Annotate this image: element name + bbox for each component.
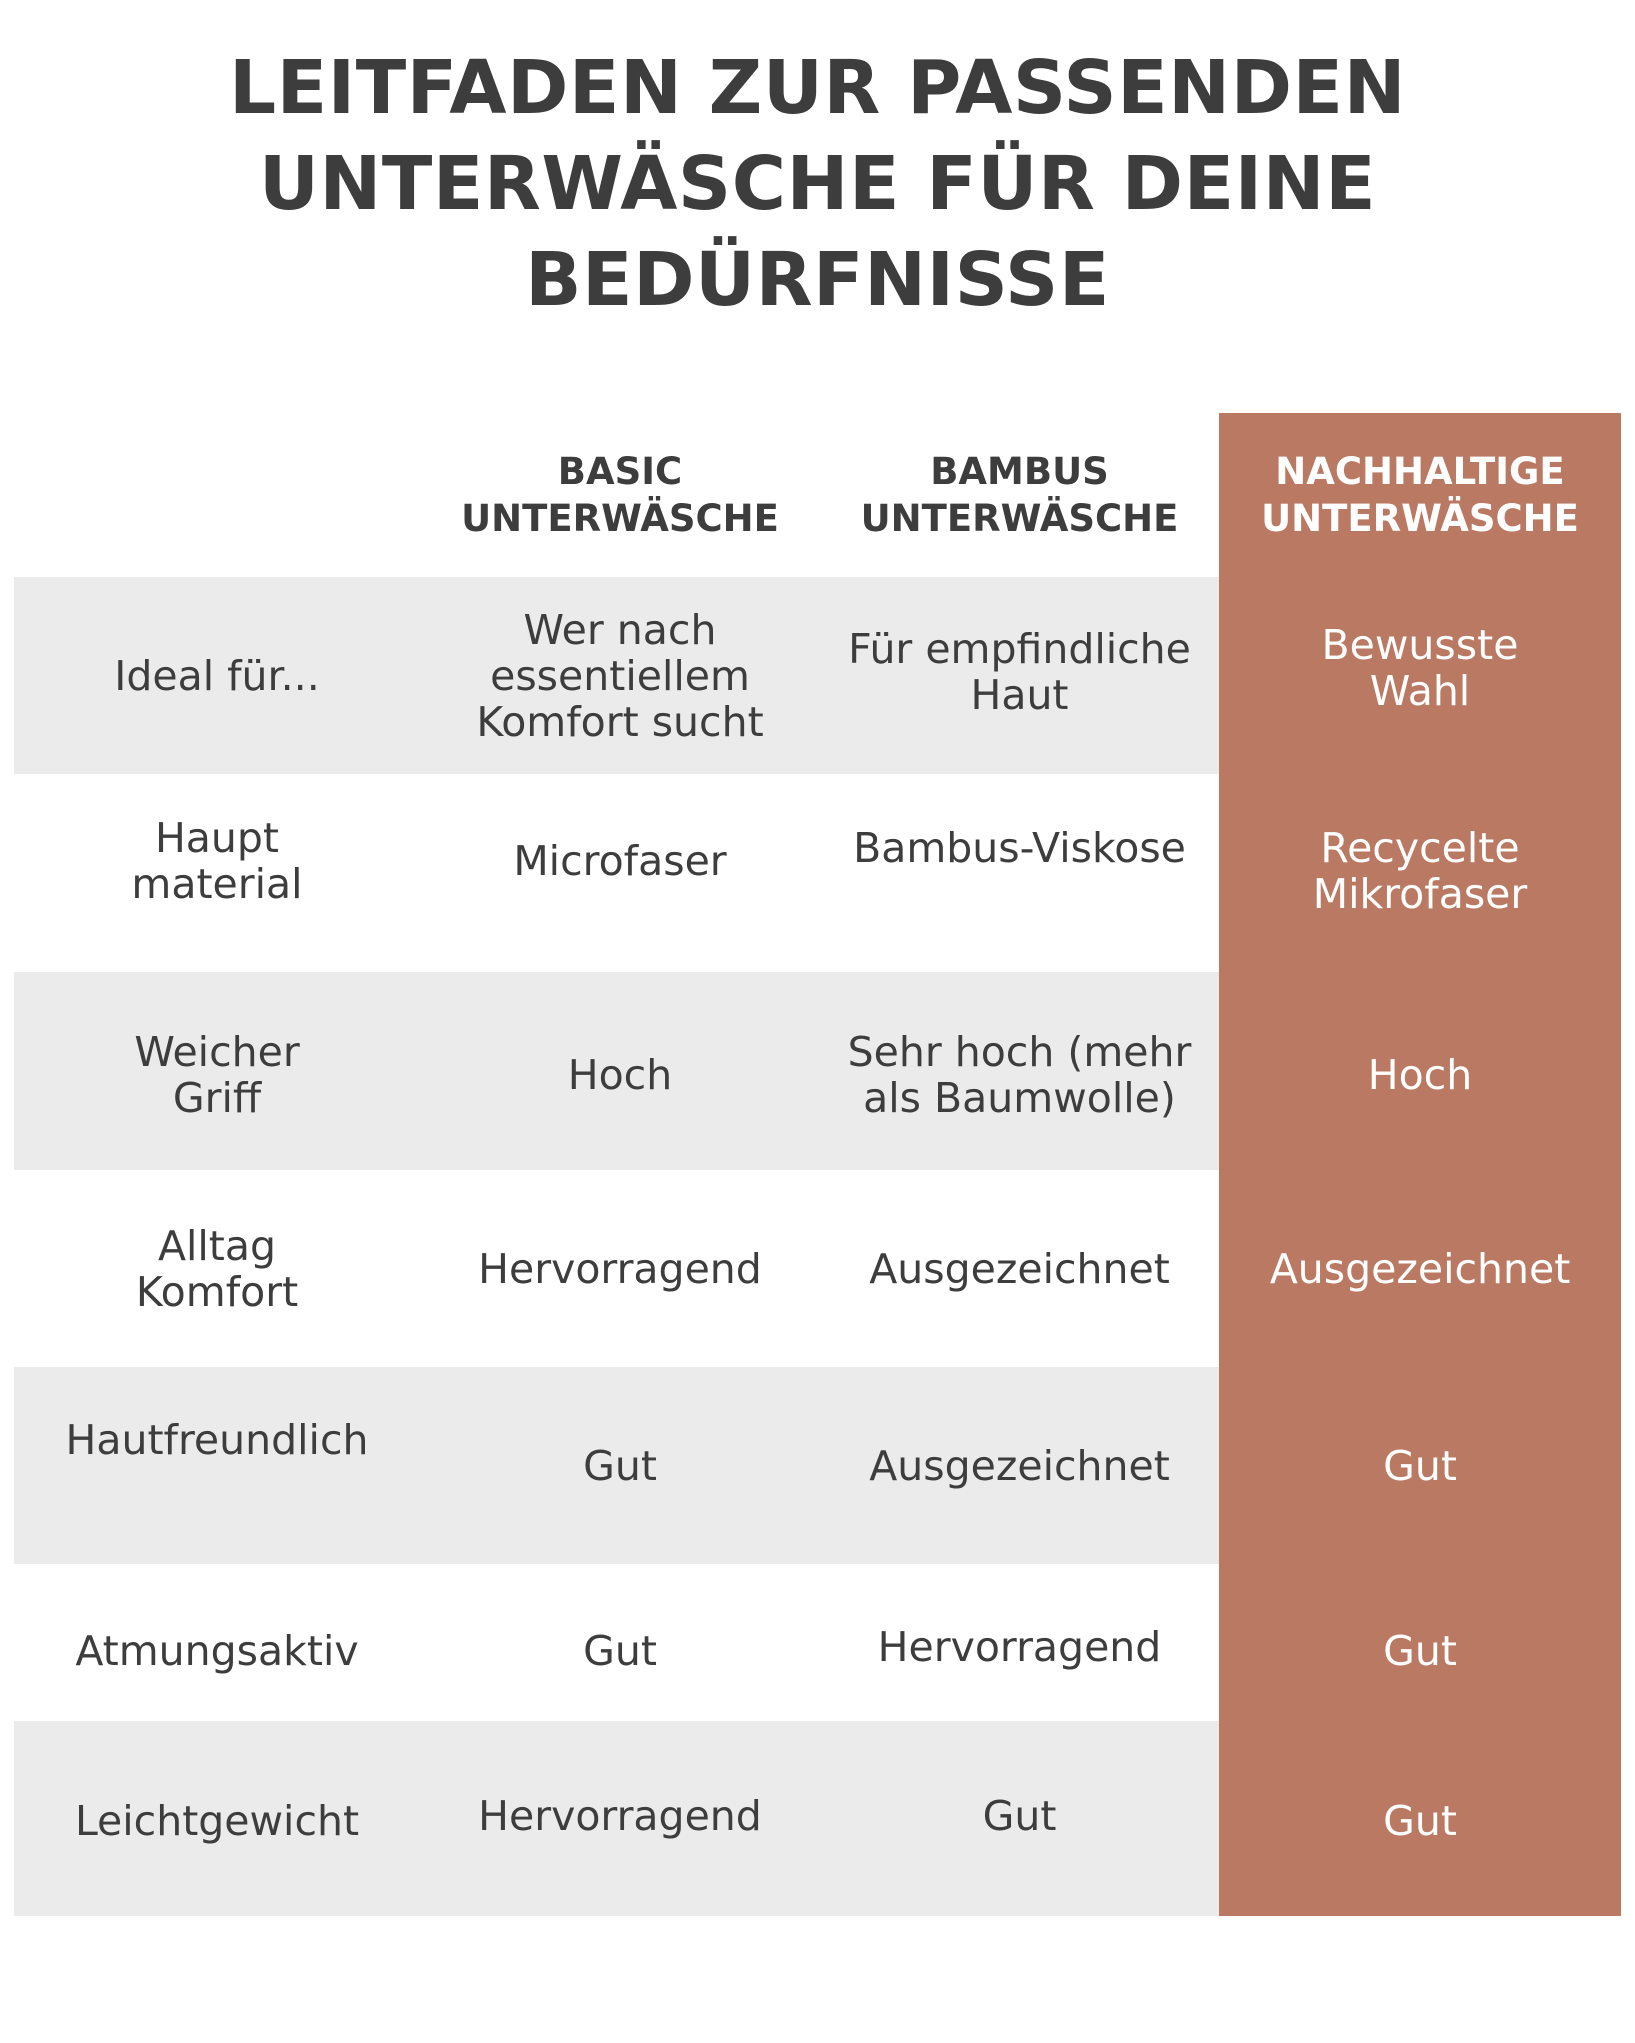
row-label-hautfreundlich — [14, 1367, 420, 1512]
cell-text: Hervorragend — [478, 1792, 762, 1840]
cell-bambus — [820, 774, 1219, 922]
cell-bambus — [820, 577, 1219, 767]
cell-text: Gut — [1383, 1627, 1457, 1675]
column-header-nachhaltig — [1219, 440, 1621, 550]
cell-nachhaltig — [1219, 577, 1621, 759]
cell-basic — [420, 1170, 820, 1367]
cell-text: Haupt material — [131, 814, 303, 908]
cell-text: Ausgezeichnet — [869, 1244, 1170, 1293]
cell-text: Leichtgewicht — [74, 1797, 360, 1845]
cell-text: Gut — [982, 1792, 1057, 1840]
column-header-label: BASIC UNTERWÄSCHE — [461, 450, 779, 540]
row-label-leichtgewicht — [14, 1721, 420, 1921]
cell-text: Bewusste Wahl — [1321, 621, 1519, 715]
cell-text: Hervorragend — [478, 1244, 762, 1293]
cell-nachhaltig — [1219, 1721, 1621, 1921]
cell-text: Gut — [583, 1627, 657, 1675]
cell-text: Bambus-Viskose — [853, 824, 1186, 872]
column-header-label: NACHHALTIGE UNTERWÄSCHE — [1261, 450, 1579, 540]
column-header-bambus — [820, 440, 1219, 550]
title-line: LEITFADEN ZUR PASSENDEN — [228, 45, 1407, 131]
cell-nachhaltig — [1219, 1367, 1621, 1564]
cell-text: Für empfindliche Haut — [848, 625, 1191, 719]
cell-bambus — [820, 1170, 1219, 1367]
cell-text: Wer nach essentiellem Komfort sucht — [476, 605, 764, 746]
cell-text: Sehr hoch (mehr als Baumwolle) — [847, 1027, 1192, 1122]
cell-text: Hoch — [567, 1050, 673, 1099]
title-line: BEDÜRFNISSE — [525, 237, 1110, 323]
cell-bambus — [820, 972, 1219, 1177]
cell-nachhaltig — [1219, 1170, 1621, 1367]
cell-text: Gut — [1383, 1441, 1457, 1490]
column-header-label: BAMBUS UNTERWÄSCHE — [860, 450, 1179, 540]
cell-text: Recycelte Mikrofaser — [1312, 824, 1528, 918]
cell-basic — [420, 1367, 820, 1564]
cell-text: Hoch — [1367, 1050, 1473, 1099]
page-title — [0, 40, 1635, 328]
cell-text: Ideal für... — [114, 651, 320, 700]
cell-basic — [420, 1564, 820, 1738]
cell-bambus — [820, 1564, 1219, 1730]
column-header-basic — [420, 440, 820, 550]
cell-text: Weicher Griff — [134, 1027, 300, 1122]
title-line: UNTERWÄSCHE FÜR DEINE — [258, 141, 1377, 227]
cell-text: Gut — [1383, 1797, 1457, 1845]
cell-basic — [420, 577, 820, 774]
row-label-ideal — [14, 577, 420, 774]
cell-text: Gut — [583, 1441, 657, 1490]
row-label-material — [14, 774, 420, 948]
cell-basic — [420, 1721, 820, 1911]
cell-text: Atmungsaktiv — [75, 1627, 359, 1675]
row-label-weicher-griff — [14, 972, 420, 1177]
cell-nachhaltig — [1219, 774, 1621, 968]
cell-text: Ausgezeichnet — [869, 1441, 1170, 1490]
cell-text: Hervorragend — [877, 1623, 1162, 1671]
cell-basic — [420, 972, 820, 1177]
cell-nachhaltig — [1219, 1564, 1621, 1738]
row-label-alltag-komfort — [14, 1170, 420, 1367]
cell-nachhaltig — [1219, 972, 1621, 1177]
cell-bambus — [820, 1721, 1219, 1911]
cell-basic — [420, 774, 820, 948]
cell-text: Alltag Komfort — [135, 1221, 299, 1316]
cell-text: Ausgezeichnet — [1269, 1244, 1571, 1293]
row-label-atmungsaktiv — [14, 1564, 420, 1738]
cell-bambus — [820, 1367, 1219, 1564]
cell-text: Microfaser — [513, 837, 727, 885]
cell-text: Hautfreundlich — [65, 1415, 369, 1464]
